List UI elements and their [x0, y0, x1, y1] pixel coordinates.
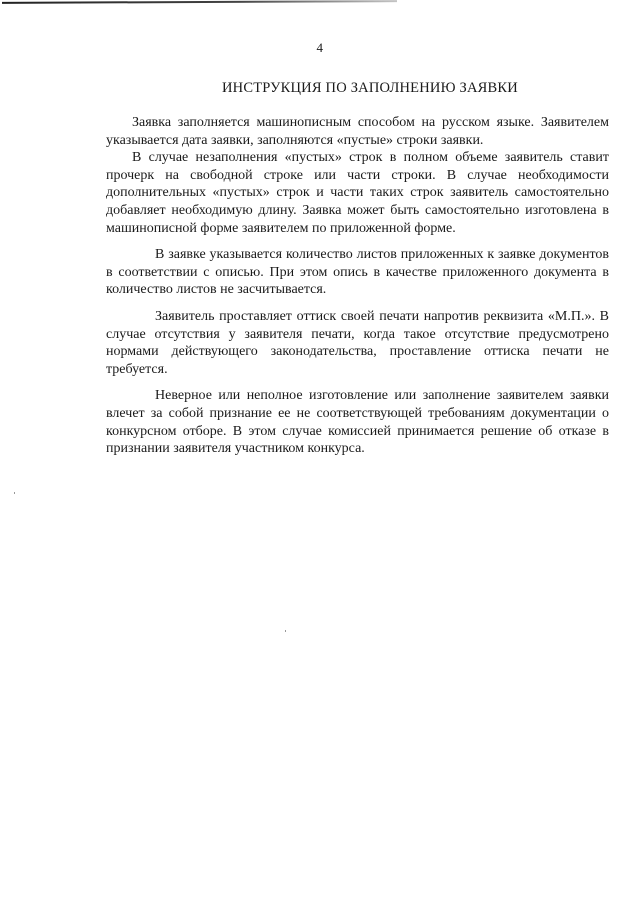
page-title: ИНСТРУКЦИЯ ПО ЗАПОЛНЕНИЮ ЗАЯВКИ	[222, 80, 518, 96]
scan-edge-line	[0, 0, 400, 3]
paragraph-attached-sheets: В заявке указывается количество листов приложенных к заявке документов в соответствии с описью. При этом опись в качестве приложенного документа в количество листов не засчитывается.	[106, 247, 609, 298]
paragraph-rejection: Неверное или неполное изготовление или заполнение заявителем заявки влечет за собой признание ее не соответствующей требованиям документации о конкурсном отборе. В этом случае комиссией принимается решение об отказе в признании заявителя участником конкурса.	[106, 388, 609, 457]
page-number: 4	[316, 40, 324, 55]
paragraph-language-and-date: Заявка заполняется машинописным способом на русском языке. Заявителем указывается дата заявки, заполняются «пустые» строки заявки.	[106, 115, 609, 148]
paragraph-empty-lines: В случае незаполнения «пустых» строк в полном объеме заявитель ставит прочерк на свободной строке или части строки. В случае необходимости дополнительных «пустых» строк и части таких строк заявитель самостоятельно добавляет необходимую длину. Заявка может быть самостоятельно изготовлена в машинописной форме заявителем по приложенной форме.	[106, 150, 609, 236]
scan-speck	[14, 492, 15, 494]
instruction-body	[106, 114, 609, 458]
paragraph-seal-stamp: Заявитель проставляет оттиск своей печати напротив реквизита «М.П.». В случае отсутствия у заявителя печати, когда такое отсутствие предусмотрено нормами действующего законодательства, проставление оттиска печати не требуется.	[106, 308, 609, 377]
scan-speck	[285, 630, 286, 632]
